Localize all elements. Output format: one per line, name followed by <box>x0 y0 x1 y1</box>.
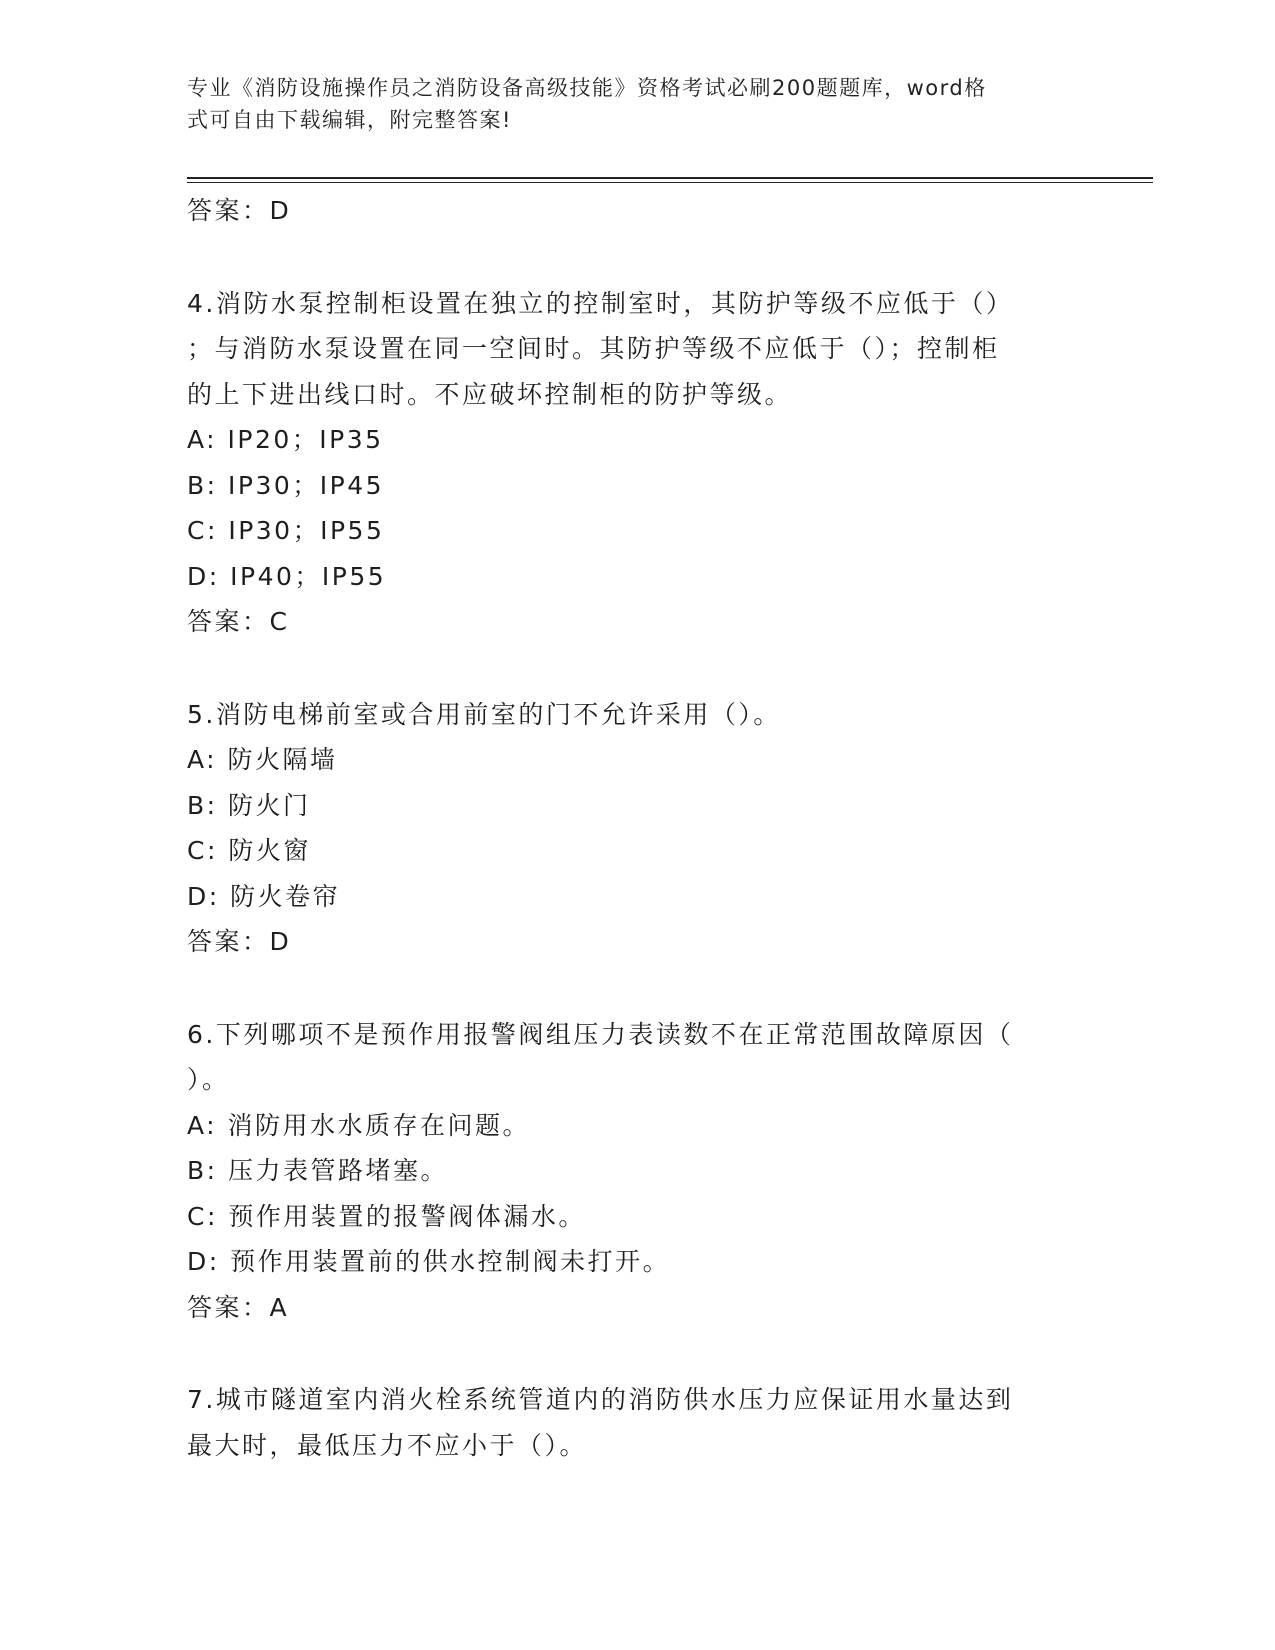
question-block-7 <box>187 1377 1067 1468</box>
question-text-line: 5.消防电梯前室或合用前室的门不允许采用（）。 <box>187 699 781 729</box>
answer-line: 答案：D <box>187 196 292 225</box>
question-text-line: 6.下列哪项不是预作用报警阀组压力表读数不在正常范围故障原因（ <box>187 1019 1014 1049</box>
option-d: D: IP40；IP55 <box>187 561 387 591</box>
question-block-5 <box>187 692 1067 965</box>
header-line-2: 式可自由下载编辑，附完整答案! <box>187 108 512 132</box>
question-text-line: ）。 <box>187 1065 230 1094</box>
answer-line: 答案：D <box>187 927 292 956</box>
question-text-line: 7.城市隧道室内消火栓系统管道内的消防供水压力应保证用水量达到 <box>187 1385 1014 1414</box>
question-list <box>187 188 1067 1468</box>
option-d: D: 预作用装置前的供水控制阀未打开。 <box>187 1247 671 1276</box>
option-c: C: IP30；IP55 <box>187 516 385 545</box>
spacer <box>187 1330 1067 1377</box>
header-divider-thin <box>187 182 1153 183</box>
spacer <box>187 965 1067 1012</box>
option-b: B: IP30；IP45 <box>187 470 385 500</box>
answer-line: 答案：C <box>187 607 290 636</box>
question-block-6 <box>187 1012 1067 1331</box>
option-d: D: 防火卷帘 <box>187 881 341 911</box>
question-text-line: 的上下进出线口时。不应破坏控制柜的防护等级。 <box>187 379 793 409</box>
option-b: B: 防火门 <box>187 790 311 820</box>
question-text-line: ；与消防水泵设置在同一空间时。其防护等级不应低于（）；控制柜 <box>187 334 1000 363</box>
option-b: B: 压力表管路堵塞。 <box>187 1156 449 1185</box>
option-a: A: IP20；IP35 <box>187 425 384 454</box>
option-c: C: 防火窗 <box>187 836 311 865</box>
option-c: C: 预作用装置的报警阀体漏水。 <box>187 1201 586 1231</box>
answer-line: 答案：A <box>187 1292 290 1322</box>
header-divider-thick <box>187 177 1153 179</box>
spacer <box>187 234 1067 281</box>
spacer <box>187 645 1067 692</box>
option-a: A: 消防用水水质存在问题。 <box>187 1110 531 1140</box>
option-a: A: 防火隔墙 <box>187 745 338 774</box>
question-block-4 <box>187 281 1067 645</box>
question-text-line: 最大时，最低压力不应小于（）。 <box>187 1430 588 1460</box>
document-header <box>187 72 1067 136</box>
header-line-1: 专业《消防设施操作员之消防设备高级技能》资格考试必刷200题题库，word格 <box>187 76 987 100</box>
question-text-line: 4.消防水泵控制柜设置在独立的控制室时，其防护等级不应低于（） <box>187 288 1014 318</box>
